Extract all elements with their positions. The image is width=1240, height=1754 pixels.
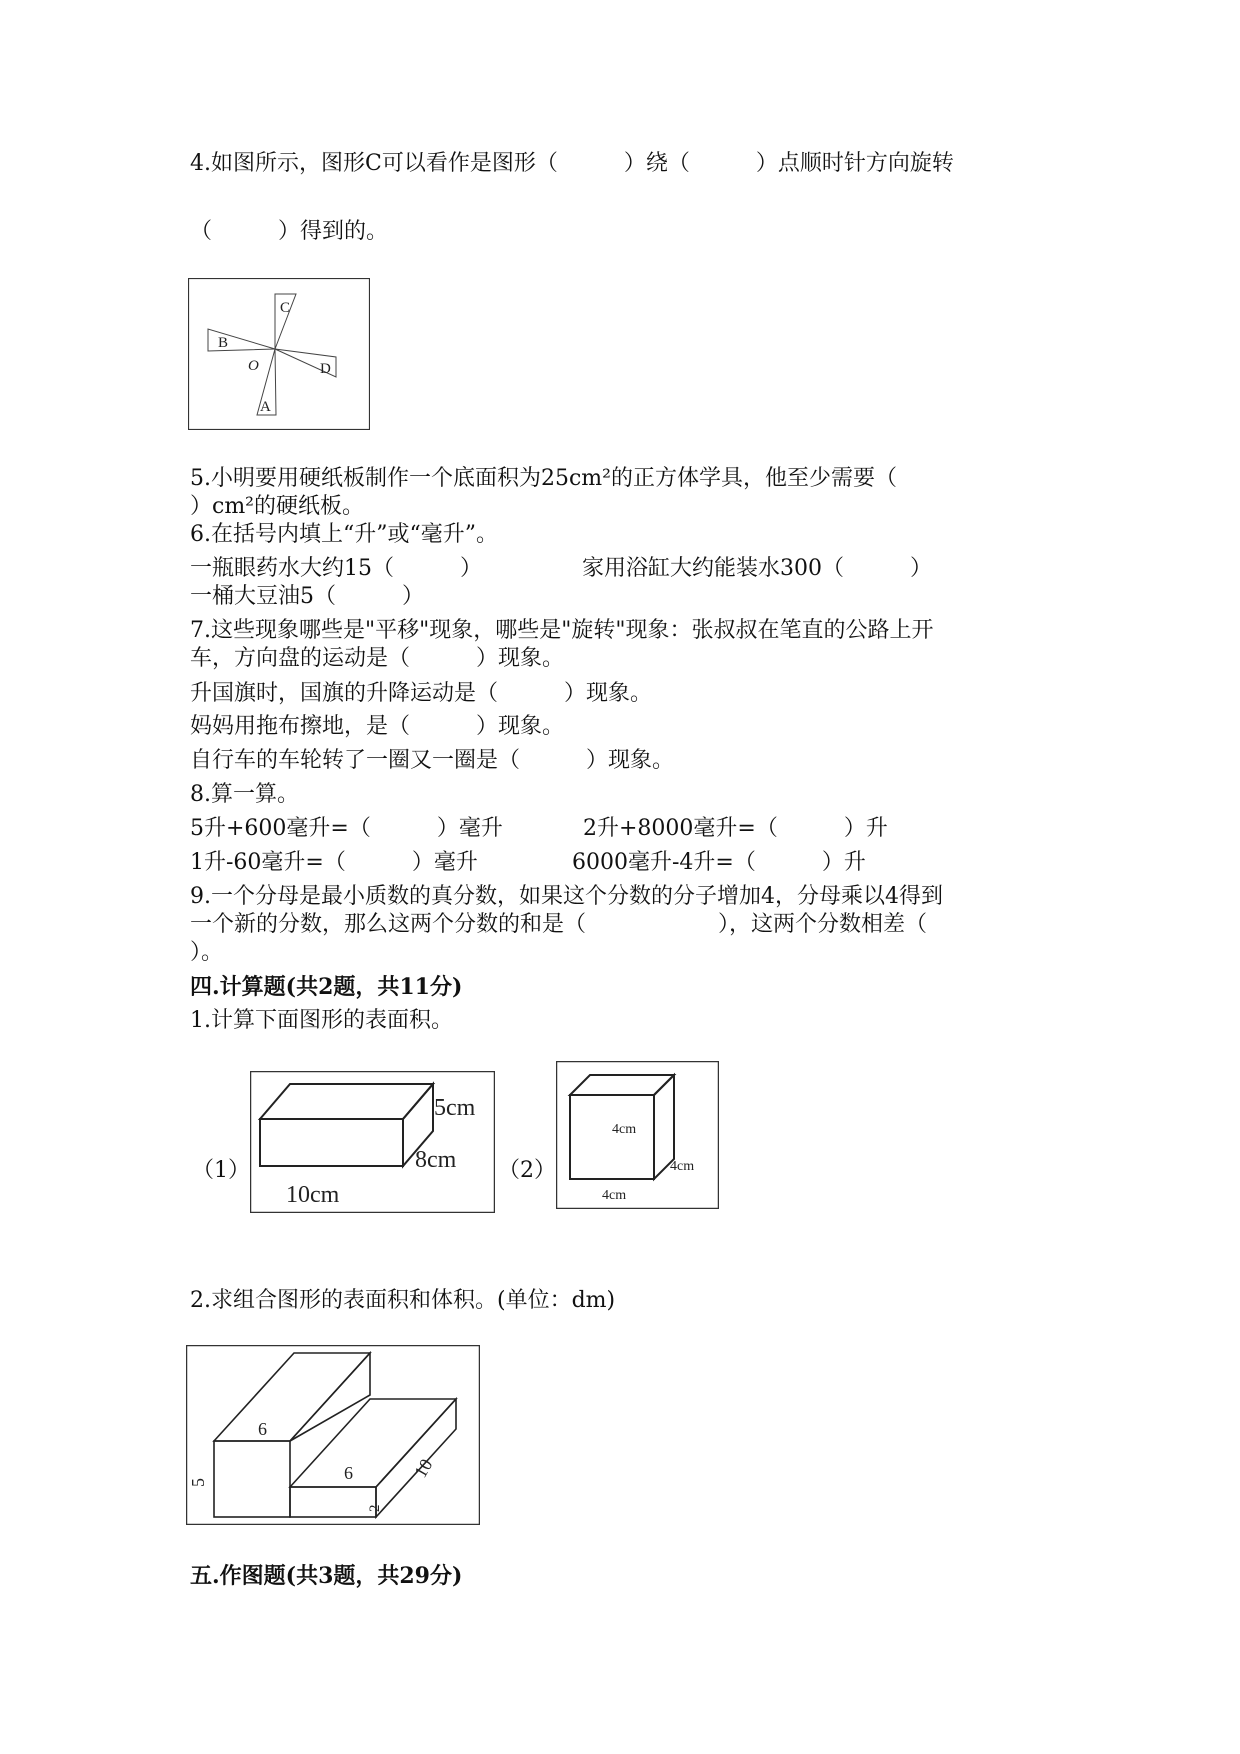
- q8-expr4: 6000毫升-4升=（ ）升: [572, 850, 866, 875]
- dim-top: 6: [258, 1419, 267, 1439]
- q6-item3: 一桶大豆油5（ ）: [190, 584, 424, 609]
- rotation-figure: [188, 278, 370, 430]
- label-d: D: [320, 361, 331, 377]
- q4-line1: 4.如图所示，图形C可以看作是图形（ ）绕（ ）点顺时针方向旋转: [190, 151, 954, 176]
- q7-line3: 升国旗时，国旗的升降运动是（ ）现象。: [190, 681, 653, 706]
- label-a: A: [260, 399, 271, 415]
- section5-title: 五.作图题(共3题，共29分): [190, 1563, 463, 1589]
- calc2-title: 2.求组合图形的表面积和体积。(单位：dm): [190, 1288, 616, 1313]
- fig2-tag: （2）: [498, 1158, 556, 1183]
- composite-figure: [186, 1345, 480, 1525]
- q5-line2: ）cm²的硬纸板。: [190, 494, 365, 519]
- q6-title: 6.在括号内填上“升”或“毫升”。: [190, 522, 498, 547]
- dim-small: 2: [367, 1504, 383, 1512]
- q9-line3: ）。: [190, 940, 224, 965]
- q8-expr3: 1升-60毫升=（ ）毫升: [190, 850, 478, 875]
- q8-title: 8.算一算。: [190, 782, 299, 807]
- cube-bottom-label: 4cm: [602, 1188, 627, 1203]
- q8-expr1: 5升+600毫升=（ ）毫升: [190, 816, 503, 841]
- cuboid-figure: [250, 1071, 495, 1213]
- q5-line1: 5.小明要用硬纸板制作一个底面积为25cm²的正方体学具，他至少需要（: [190, 466, 897, 491]
- q7-line5: 自行车的车轮转了一圈又一圈是（ ）现象。: [190, 748, 675, 773]
- q9-line1: 9.一个分母是最小质数的真分数，如果这个分数的分子增加4，分母乘以4得到: [190, 884, 943, 909]
- q6-item2: 家用浴缸大约能装水300（ ）: [582, 556, 932, 581]
- dim-depth: 10: [410, 1455, 437, 1481]
- q7-line2: 车，方向盘的运动是（ ）现象。: [190, 646, 565, 671]
- dim-mid: 6: [344, 1463, 353, 1483]
- cube-side-label: 4cm: [670, 1159, 695, 1174]
- cuboid-width: 8cm: [415, 1147, 457, 1173]
- cube-figure: [556, 1061, 719, 1209]
- cube-front-label: 4cm: [612, 1122, 637, 1137]
- section4-title: 四.计算题(共2题，共11分): [190, 974, 463, 1000]
- cuboid-height: 5cm: [434, 1095, 476, 1121]
- label-o: O: [248, 358, 259, 374]
- q8-expr2: 2升+8000毫升=（ ）升: [583, 816, 888, 841]
- label-b: B: [218, 335, 229, 351]
- q7-line1: 7.这些现象哪些是"平移"现象，哪些是"旋转"现象：张叔叔在笔直的公路上开: [190, 618, 934, 643]
- q4-line2: （ ）得到的。: [190, 219, 389, 244]
- q6-item1: 一瓶眼药水大约15（ ）: [190, 556, 482, 581]
- q7-line4: 妈妈用拖布擦地，是（ ）现象。: [190, 714, 565, 739]
- dim-left: 5: [188, 1478, 208, 1487]
- q9-line2: 一个新的分数，那么这两个分数的和是（ ），这两个分数相差（: [190, 912, 928, 937]
- calc1-title: 1.计算下面图形的表面积。: [190, 1008, 453, 1033]
- fig1-tag: （1）: [192, 1158, 250, 1183]
- label-c: C: [280, 300, 291, 316]
- cuboid-length: 10cm: [286, 1182, 340, 1208]
